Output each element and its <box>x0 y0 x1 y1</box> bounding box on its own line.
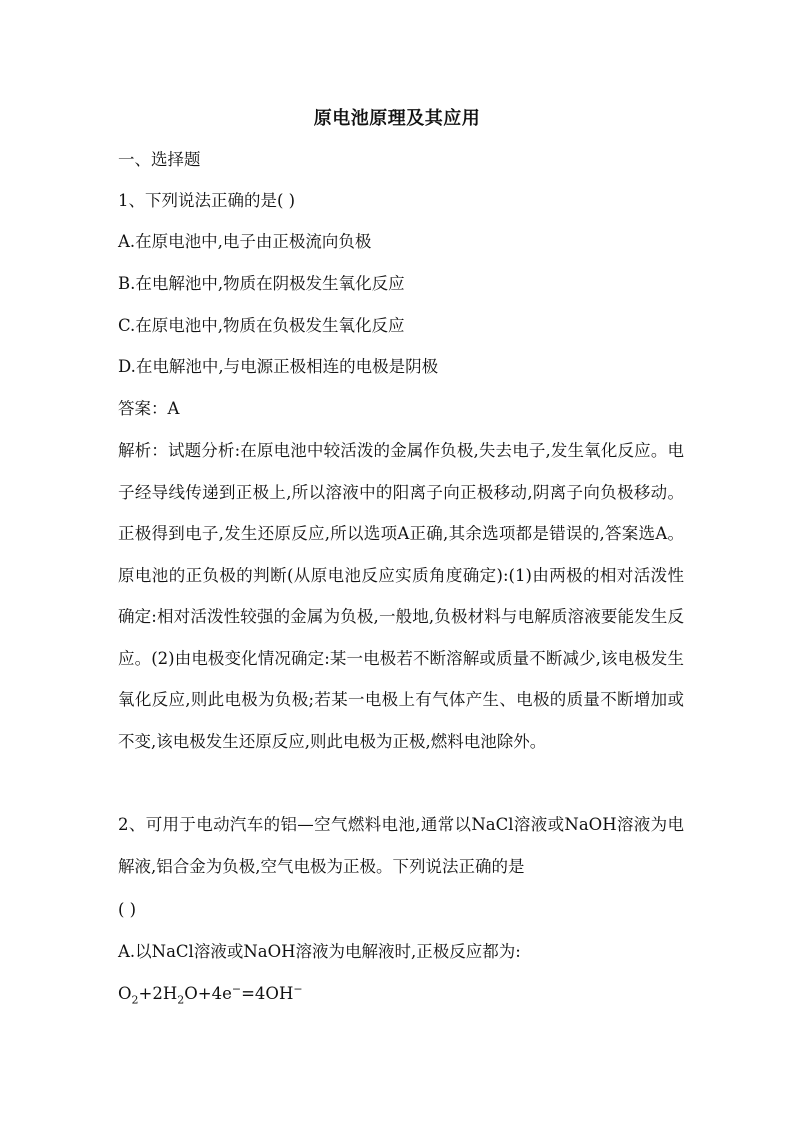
q1-stem: 1、下列说法正确的是( ) <box>118 191 296 210</box>
q2-equation <box>118 982 303 1006</box>
eq-hydroxide-charge: − <box>293 982 303 996</box>
eq-hydrogen-subscript: 2 <box>177 993 185 1007</box>
eq-water-prefix: +2H <box>138 984 178 1003</box>
q1-option-b: B.在电解池中,物质在阴极发生氧化反应 <box>118 274 405 293</box>
q1-option-c: C.在原电池中,物质在负极发生氧化反应 <box>118 316 405 335</box>
q1-analysis: 解析：试题分析:在原电池中较活泼的金属作负极,失去电子,发生氧化反应。电子经导线传递到正极上,所以溶液中的阳离子向正极移动,阴离子向负极移动。正极得到电子,发生还原反应,所以选项A正确,其余选项都是错误的,答案选A。原电池的正负极的判断(从原电池反应实质角度确定):(1)由两极的相对活泼性确定:相对活泼性较强的金属为负极,一般地,负极材料与电解质溶液要能发生反应。(2)由电极变化情况确定:某一电极若不断溶解或质量不断减少,该电极发生氧化反应,则此电极为负极;若某一电极上有气体产生、电极的质量不断增加或不变,该电极发生还原反应,则此电极为正极,燃料电池除外。 <box>118 441 684 751</box>
eq-electron-charge: − <box>231 982 242 996</box>
page-title: 原电池原理及其应用 <box>313 108 481 129</box>
eq-oxygen-subscript: 2 <box>131 993 139 1007</box>
q2-option-a: A.以NaCl溶液或NaOH溶液为电解液时,正极反应都为: <box>118 942 521 961</box>
q1-option-d: D.在电解池中,与电源正极相连的电极是阴极 <box>118 357 439 376</box>
q1-option-a: A.在原电池中,电子由正极流向负极 <box>118 232 372 251</box>
eq-product: =4OH <box>241 984 294 1003</box>
q2-answer-paren: ( ) <box>118 900 137 919</box>
eq-oxygen: O <box>118 984 132 1003</box>
q2-stem: 2、可用于电动汽车的铝—空气燃料电池,通常以NaCl溶液或NaOH溶液为电解液,铝合金为负极,空气电极为正极。下列说法正确的是 <box>118 815 684 876</box>
q1-answer: 答案：A <box>118 399 180 418</box>
eq-electrons: O+4e <box>184 984 232 1003</box>
section-heading: 一、选择题 <box>118 150 201 169</box>
